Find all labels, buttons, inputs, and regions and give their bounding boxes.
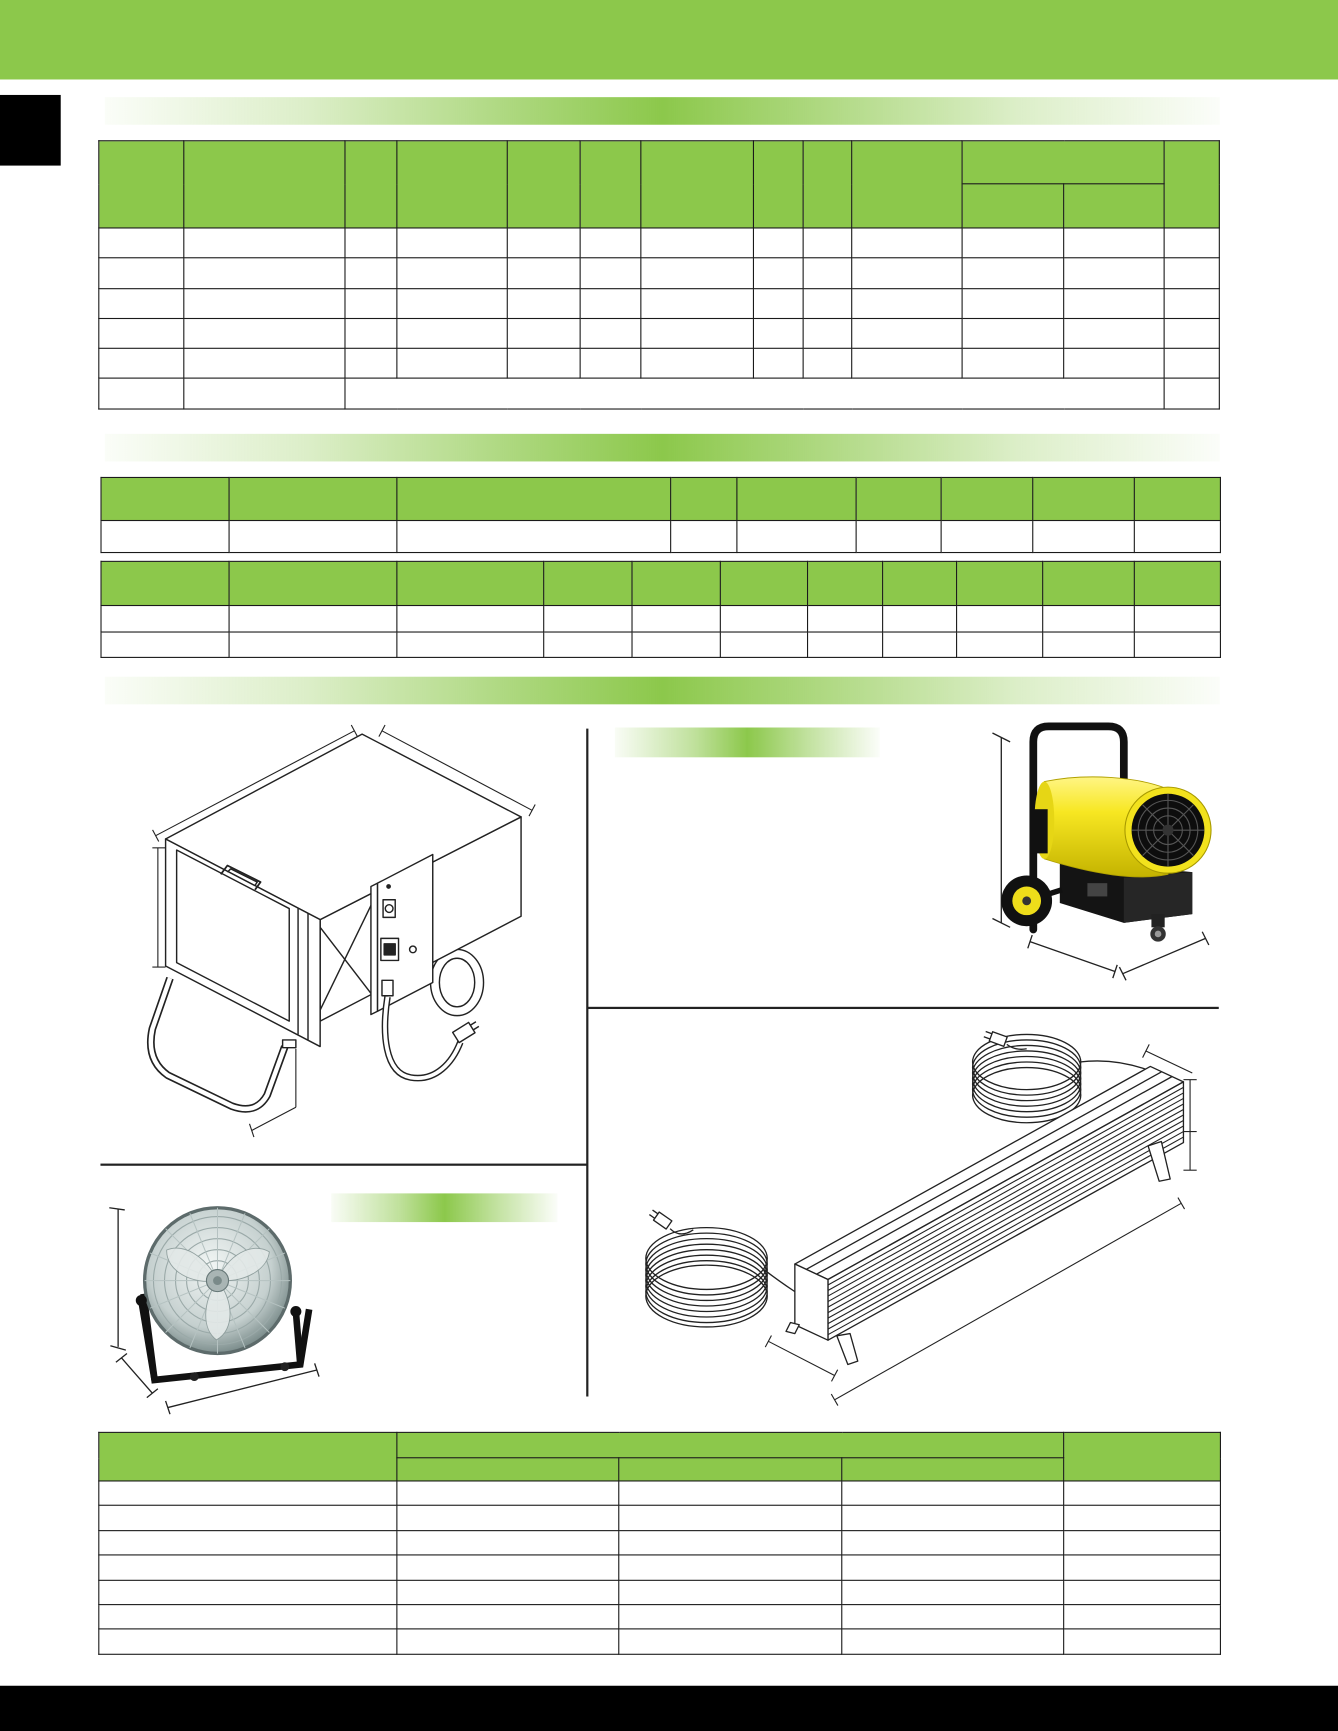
table-cell: [397, 631, 544, 657]
table-cell: [842, 1555, 1064, 1580]
column-header: [753, 141, 803, 228]
table-cell: [229, 631, 397, 657]
table-cell: [1033, 521, 1135, 553]
column-header: [229, 477, 397, 520]
table-cell: [99, 1629, 397, 1654]
column-header: [1043, 561, 1135, 605]
column-header: [101, 561, 229, 605]
table-cell: [803, 349, 852, 379]
table-cell: [397, 1530, 619, 1555]
column-header: [962, 184, 1064, 228]
column-header: [842, 1458, 1064, 1481]
table-cell: [962, 228, 1064, 258]
table-cell: [99, 1605, 397, 1630]
column-header: [507, 141, 580, 228]
table-cell: [842, 1481, 1064, 1506]
table-cell: [852, 349, 962, 379]
column-header: [808, 561, 883, 605]
table-cell: [753, 288, 803, 318]
table-cell: [101, 521, 229, 553]
table-cell: [1164, 318, 1219, 348]
table-cell: [632, 631, 720, 657]
table-cell: [962, 258, 1064, 288]
table-cell: [632, 606, 720, 632]
column-header: [229, 561, 397, 605]
table-cell: [1064, 1580, 1221, 1605]
table-cell: [99, 349, 184, 379]
floor-fan-image: [106, 1199, 322, 1413]
table-row: [99, 228, 1220, 258]
table-row: [101, 521, 1220, 553]
table-cell: [962, 318, 1064, 348]
section-tab: [0, 95, 61, 166]
table-row: [101, 631, 1220, 657]
table-cell: [345, 318, 397, 348]
table-cell: [842, 1629, 1064, 1654]
table-cell: [808, 631, 883, 657]
table-cell: [99, 1481, 397, 1506]
table-cell: [544, 606, 632, 632]
section-band-3: [105, 677, 1220, 705]
table-cell: [641, 258, 754, 288]
cord-coil-left: [646, 1208, 795, 1327]
table-cell: [397, 258, 507, 288]
column-header: [345, 141, 397, 228]
table-cell: [1064, 1555, 1221, 1580]
table-cell: [397, 318, 507, 348]
table-cell: [962, 349, 1064, 379]
table-cell: [397, 349, 507, 379]
table-cell: [842, 1530, 1064, 1555]
table-cell: [883, 631, 957, 657]
header-row: [99, 141, 1220, 184]
table-row: [99, 349, 1220, 379]
table-cell: [580, 318, 641, 348]
column-header: [101, 477, 229, 520]
table-cell: [1064, 228, 1164, 258]
column-header: [632, 561, 720, 605]
table-cell: [1164, 228, 1219, 258]
table-cell: [883, 606, 957, 632]
table-cell: [1134, 606, 1220, 632]
table-cell: [397, 228, 507, 258]
table-cell: [803, 318, 852, 348]
table-row: [99, 1605, 1221, 1630]
table-cell: [842, 1506, 1064, 1531]
table-cell: [507, 228, 580, 258]
column-header: [397, 1432, 1064, 1457]
table-cell: [852, 288, 962, 318]
table-cell: [397, 1629, 619, 1654]
column-header: [1033, 477, 1135, 520]
section-band-2: [105, 434, 1220, 462]
table-cell: [737, 521, 856, 553]
column-header: [397, 141, 507, 228]
header-bar: [0, 0, 1338, 79]
table-cell: [1064, 1629, 1221, 1654]
subsection-band-heater: [615, 728, 880, 758]
table-cell: [641, 228, 754, 258]
table-cell: [397, 1506, 619, 1531]
table-cell: [1134, 631, 1220, 657]
table-cell: [1064, 1605, 1221, 1630]
divider-horizontal-right: [587, 1007, 1218, 1009]
table-cell: [671, 521, 737, 553]
portable-heater-image: [983, 712, 1215, 982]
unit-heater-drawing: [138, 718, 546, 1143]
fan-head: [145, 1208, 291, 1354]
table-cell: [619, 1555, 842, 1580]
table-cell: [1043, 606, 1135, 632]
table-cell: [101, 606, 229, 632]
table-row: [99, 1481, 1221, 1506]
table-cell: [641, 288, 754, 318]
table-cell: [345, 258, 397, 288]
table-cell: [580, 288, 641, 318]
table-cell: [753, 349, 803, 379]
table-cell: [619, 1629, 842, 1654]
column-header: [856, 477, 941, 520]
table-cell: [99, 1506, 397, 1531]
table-row: [99, 1530, 1221, 1555]
table-cell: [1164, 379, 1219, 409]
table-cell: [345, 288, 397, 318]
table-cell: [1164, 258, 1219, 288]
table-cell: [957, 606, 1043, 632]
table-cell: [229, 606, 397, 632]
table-cell: [507, 349, 580, 379]
subsection-band-fan: [331, 1193, 557, 1222]
column-header: [1134, 561, 1220, 605]
table-cell: [619, 1481, 842, 1506]
table-cell: [99, 379, 184, 409]
table-cell: [580, 349, 641, 379]
table-cell: [842, 1580, 1064, 1605]
table-cell: [184, 228, 345, 258]
column-header: [941, 477, 1033, 520]
header-row: [99, 1432, 1221, 1457]
column-header: [1064, 1432, 1221, 1481]
table-cell: [184, 258, 345, 288]
spec-table-1: [98, 140, 1220, 409]
column-header: [619, 1458, 842, 1481]
table-cell: [397, 521, 671, 553]
column-header: [957, 561, 1043, 605]
spec-table-3: [100, 561, 1221, 658]
column-header: [641, 141, 754, 228]
table-cell: [397, 606, 544, 632]
table-cell: [397, 288, 507, 318]
table-cell: [753, 318, 803, 348]
column-header: [397, 477, 671, 520]
table-cell: [101, 631, 229, 657]
column-header: [397, 561, 544, 605]
column-header: [397, 1458, 619, 1481]
table-cell: [1164, 288, 1219, 318]
table-cell: [507, 318, 580, 348]
table-cell: [1064, 288, 1164, 318]
header-row: [101, 561, 1220, 605]
table-row: [99, 318, 1220, 348]
table-cell: [184, 379, 345, 409]
table-cell: [803, 258, 852, 288]
table-cell: [397, 1481, 619, 1506]
table-cell: [1064, 1506, 1221, 1531]
column-header: [99, 1432, 397, 1481]
table-cell: [619, 1605, 842, 1630]
table-cell: [99, 258, 184, 288]
table-row: [99, 1629, 1221, 1654]
table-cell: [229, 521, 397, 553]
table-cell: [580, 258, 641, 288]
table-cell: [641, 349, 754, 379]
column-header: [580, 141, 641, 228]
column-header: [803, 141, 852, 228]
table-cell: [1064, 318, 1164, 348]
table-cell: [1064, 349, 1164, 379]
table-cell: [803, 228, 852, 258]
table-cell: [345, 379, 1164, 409]
table-cell: [619, 1580, 842, 1605]
footer-bar: [0, 1686, 1338, 1731]
table-cell: [580, 228, 641, 258]
table-row: [99, 1580, 1221, 1605]
table-row: [101, 606, 1220, 632]
column-header: [1134, 477, 1220, 520]
table-cell: [720, 606, 807, 632]
table-cell: [641, 318, 754, 348]
table-cell: [99, 1530, 397, 1555]
table-cell: [941, 521, 1033, 553]
column-header: [184, 141, 345, 228]
baseboard-heater-drawing: [638, 1027, 1208, 1411]
column-header: [737, 477, 856, 520]
heater-fan-grille: [1125, 787, 1211, 873]
table-cell: [99, 1555, 397, 1580]
table-cell: [619, 1530, 842, 1555]
table-cell: [397, 1605, 619, 1630]
table-cell: [753, 258, 803, 288]
table-cell: [720, 631, 807, 657]
table-cell: [99, 318, 184, 348]
table-cell: [957, 631, 1043, 657]
table-cell: [1064, 1481, 1221, 1506]
table-cell: [184, 288, 345, 318]
table-cell: [184, 349, 345, 379]
table-cell: [507, 258, 580, 288]
column-header: [720, 561, 807, 605]
column-header: [852, 141, 962, 228]
table-cell: [619, 1506, 842, 1531]
table-cell: [1064, 1530, 1221, 1555]
table-row: [99, 288, 1220, 318]
table-cell: [345, 228, 397, 258]
table-cell: [962, 288, 1064, 318]
column-header: [1164, 141, 1219, 228]
table-cell: [184, 318, 345, 348]
table-cell: [808, 606, 883, 632]
table-cell: [753, 228, 803, 258]
table-cell: [1043, 631, 1135, 657]
column-header: [671, 477, 737, 520]
table-row: [99, 1555, 1221, 1580]
divider-vertical: [586, 729, 588, 1397]
section-band-1: [105, 97, 1220, 125]
table-cell: [842, 1605, 1064, 1630]
table-cell: [397, 1580, 619, 1605]
table-cell: [99, 288, 184, 318]
table-row: [99, 379, 1220, 409]
table-cell: [345, 349, 397, 379]
table-cell: [1064, 258, 1164, 288]
table-cell: [803, 288, 852, 318]
table-cell: [852, 228, 962, 258]
table-cell: [1164, 349, 1219, 379]
table-cell: [852, 258, 962, 288]
column-header: [1064, 184, 1164, 228]
table-cell: [856, 521, 941, 553]
column-header: [99, 141, 184, 228]
divider-horizontal-left: [100, 1164, 587, 1166]
table-cell: [1134, 521, 1220, 553]
table-cell: [852, 318, 962, 348]
table-cell: [99, 228, 184, 258]
spec-table-4: [98, 1432, 1221, 1655]
table-cell: [99, 1580, 397, 1605]
column-header: [544, 561, 632, 605]
column-header: [962, 141, 1164, 184]
table-cell: [397, 1555, 619, 1580]
table-cell: [507, 288, 580, 318]
header-row: [101, 477, 1220, 520]
spec-table-2: [100, 477, 1221, 553]
table-cell: [544, 631, 632, 657]
table-row: [99, 258, 1220, 288]
column-header: [883, 561, 957, 605]
table-row: [99, 1506, 1221, 1531]
